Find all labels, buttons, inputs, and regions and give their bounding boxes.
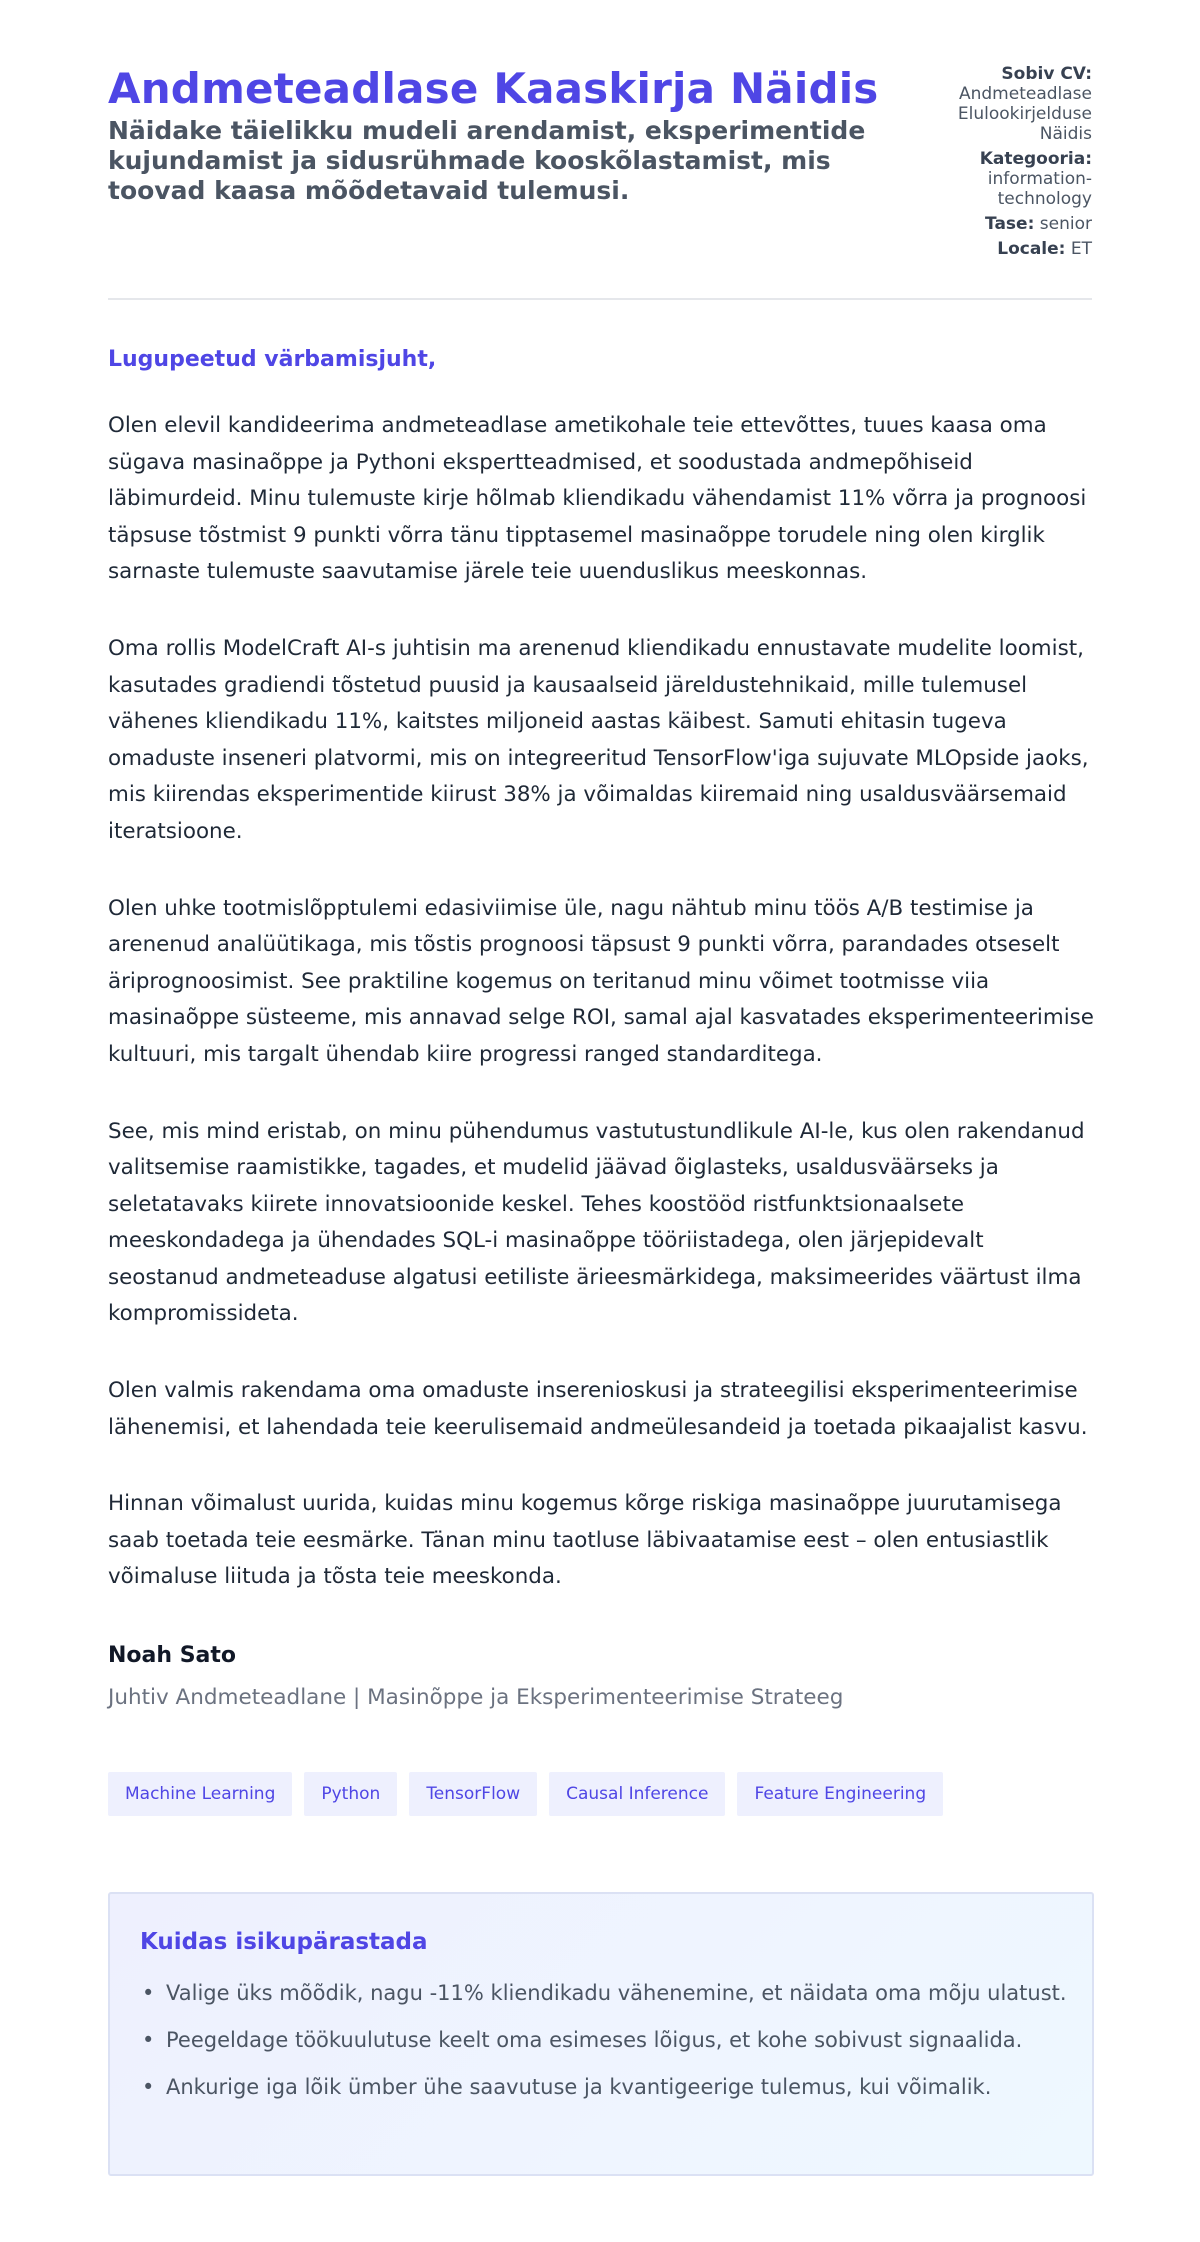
letter-body bbox=[108, 340, 1098, 1636]
metadata-panel bbox=[922, 64, 1092, 264]
paragraph-4: See, mis mind eristab, on minu pühendumus vastutustundlikule AI-le, kus olen rakendanud valitsemise raamistikke, tagades, et mudelid jäävad õiglasteks, usaldusväärseks ja seletatavaks kiirete innovatsioonide keskel. Tehes koostööd ristfunktsionaalsete meeskondadega ja ühendades SQL-i masinaõppe tööriistadega, olen järjepidevalt seostanud andmeteaduse algatusi eetiliste ärieesmärkidega, maksimeerides väärtust ilma kompromissideta. bbox=[108, 1118, 1085, 1327]
meta-category-value: information-technology bbox=[987, 169, 1092, 209]
document-header bbox=[108, 62, 1092, 300]
page-subtitle: Näidake täielikku mudeli arendamist, eksperimentide kujundamist ja sidusrühmade kooskõlastamist, mis toovad kaasa mõõdetavaid tulemusi. bbox=[108, 116, 866, 205]
meta-level bbox=[922, 214, 1092, 234]
skill-tag: TensorFlow bbox=[409, 1772, 537, 1816]
paragraph-1: Olen elevil kandideerima andmeteadlase ametikohale teie ettevõttes, tuues kaasa oma sügava masinaõppe ja Pythoni ekspertteadmised, et soodustada andmepõhiseid läbimurdeid. Minu tulemuste kirje hõlmab kliendikadu vähendamist 11% võrra ja prognoosi täpsuse tõstmist 9 punkti võrra tänu tipptasemel masinaõppe torudele ning olen kirglik sarnaste tulemuste saavutamise järele teie uuenduslikus meeskonnas. bbox=[108, 413, 1087, 585]
paragraph-2: Oma rollis ModelCraft AI-s juhtisin ma arenenud kliendikadu ennustavate mudelite loomist, kasutades gradiendi tõstetud puusid ja kausaalseid järeldustehnikaid, mille tulemusel vähenes kliendikadu 11%, kaitstes miljoneid aastas käibest. Samuti ehitasin tugeva omaduste inseneri platvormi, mis on integreeritud TensorFlow'iga sujuvate MLOpside jaoks, mis kiirendas eksperimentide kiirust 38% ja võimaldas kiiremaid ning usaldusväärsemaid iteratsioone. bbox=[108, 635, 1089, 844]
skill-tag: Feature Engineering bbox=[737, 1772, 943, 1816]
bullet-icon: • bbox=[142, 1981, 155, 2005]
meta-locale-label: Locale: bbox=[997, 239, 1066, 259]
tip-item bbox=[142, 1976, 1086, 2011]
tips-title: Kuidas isikupärastada bbox=[140, 1929, 428, 1955]
meta-locale bbox=[922, 239, 1092, 259]
bullet-icon: • bbox=[142, 2028, 155, 2052]
page-title: Andmeteadlase Kaaskirja Näidis bbox=[108, 64, 879, 113]
tip-text: Peegeldage töökuulutuse keelt oma esimeses lõigus, et kohe sobivust signaalida. bbox=[166, 2028, 1023, 2052]
meta-cv-value: Andmeteadlase Elulookirjelduse Näidis bbox=[957, 84, 1092, 144]
meta-cv-label: Sobiv CV: bbox=[1001, 64, 1092, 84]
salutation: Lugupeetud värbamisjuht, bbox=[108, 347, 437, 372]
meta-category bbox=[922, 149, 1092, 209]
meta-category-label: Kategooria: bbox=[979, 149, 1092, 169]
title-block bbox=[108, 62, 898, 206]
paragraph-6: Hinnan võimalust uurida, kuidas minu kogemus kõrge riskiga masinaõppe juurutamisega saab toetada teie eesmärke. Tänan minu taotluse läbivaatamise eest – olen entusiastlik võimaluse liituda ja tõsta teie meeskonda. bbox=[108, 1491, 1062, 1590]
tip-text: Ankurige iga lõik ümber ühe saavutuse ja kvantigeerige tulemus, kui võimalik. bbox=[166, 2075, 992, 2099]
skill-tag: Machine Learning bbox=[108, 1772, 292, 1816]
tip-item bbox=[142, 2023, 1086, 2058]
meta-level-label: Tase: bbox=[985, 214, 1035, 234]
signature-name: Noah Sato bbox=[108, 1643, 237, 1668]
meta-cv bbox=[922, 64, 1092, 144]
tips-list bbox=[140, 1976, 1086, 2117]
skill-tag: Causal Inference bbox=[549, 1772, 725, 1816]
paragraph-5: Olen valmis rakendama oma omaduste inserenioskusi ja strateegilisi eksperimenteerimise lähenemisi, et lahendada teie keerulisemaid andmeülesandeid ja toetada pikaajalist kasvu. bbox=[108, 1378, 1088, 1440]
paragraph-3: Olen uhke tootmislõpptulemi edasiviimise üle, nagu nähtub minu töös A/B testimise ja arenenud analüütikaga, mis tõstis prognoosi täpsust 9 punkti võrra, parandades otseselt äriprognoosimist. See praktiline kogemus on teritanud minu võimet tootmisse viia masinaõppe süsteeme, mis annavad selge ROI, samal ajal kasvatades eksperimenteerimise kultuuri, mis targalt ühendab kiire progressi ranged standarditega. bbox=[108, 895, 1094, 1067]
skill-tags bbox=[108, 1772, 943, 1816]
bullet-icon: • bbox=[142, 2075, 155, 2099]
meta-level-value: senior bbox=[1039, 214, 1092, 234]
personalization-tips-box bbox=[108, 1892, 1094, 2176]
skill-tag: Python bbox=[304, 1772, 397, 1816]
meta-locale-value: ET bbox=[1070, 239, 1092, 259]
signature-role: Juhtiv Andmeteadlane | Masinõppe ja Eksperimenteerimise Strateeg bbox=[108, 1685, 844, 1710]
tip-item bbox=[142, 2070, 1086, 2105]
tip-text: Valige üks mõõdik, nagu -11% kliendikadu vähenemine, et näidata oma mõju ulatust. bbox=[166, 1981, 1067, 2005]
